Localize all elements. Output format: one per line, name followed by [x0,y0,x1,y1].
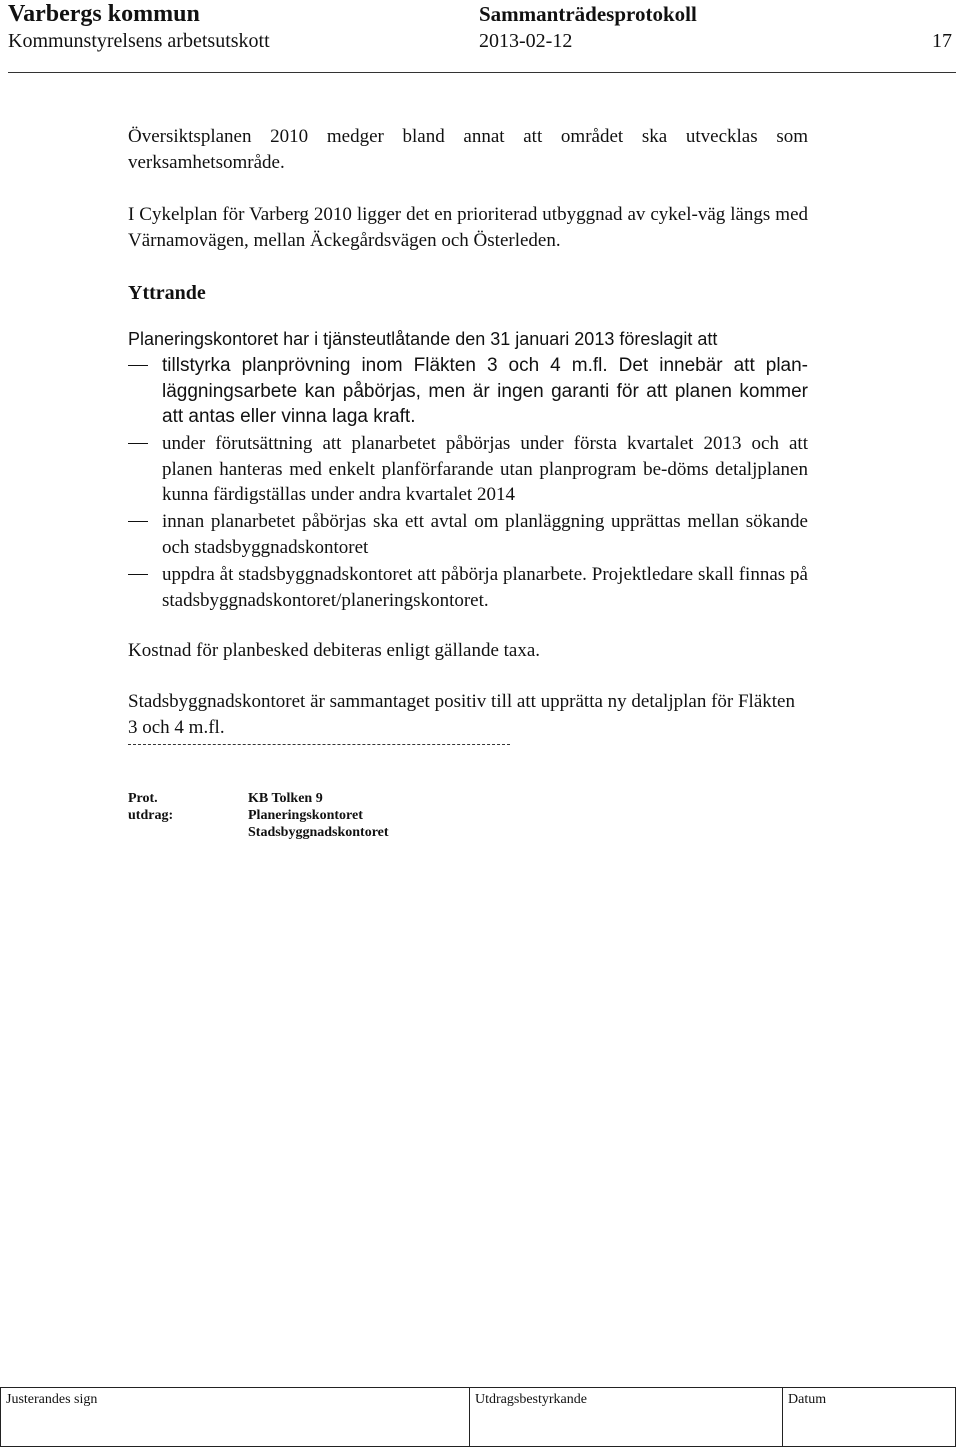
dash-bullet-icon [128,574,148,575]
dash-bullet-icon [128,365,148,366]
bullet-item [128,431,808,508]
header-divider [8,72,956,73]
paragraph-planeringskontoret: Planeringskontoret har i tjänsteutlåtande den 31 januari 2013 föreslagit att [128,329,718,349]
bullet-text: tillstyrka planprövning inom Fläkten 3 och 4 m.fl. Det innebär att plan-läggningsarbete kan påbörjas, men är ingen garanti för att planen kommer att antas eller vinna laga kraft. [162,355,808,428]
organization-name: Varbergs kommun [8,1,200,27]
paragraph-cykelplan: I Cykelplan för Varberg 2010 ligger det en prioriterad utbyggnad av cykel-väg längs med Värnamovägen, mellan Äckegårdsvägen och Österleden. [128,204,808,251]
protocol-extract-label: Prot. utdrag: [128,791,174,823]
document-type: Sammanträdesprotokoll [479,2,697,26]
paragraph-sammantaget: Stadsbyggnadskontoret är sammantaget positiv till att upprätta ny detaljplan för Fläkten 3 och 4 m.fl. [128,691,795,738]
dash-bullet-icon [128,443,148,444]
meeting-date: 2013-02-12 [479,30,573,52]
committee-name: Kommunstyrelsens arbetsutskott [8,30,270,52]
page-number: 17 [932,30,952,52]
bullet-item [128,353,808,430]
paragraph-oversiktsplan: Översiktsplanen 2010 medger bland annat att området ska utvecklas som verksamhetsområde. [128,126,808,173]
bullet-item [128,562,808,613]
page-header [8,0,952,74]
dashed-separator [128,744,510,745]
section-heading-yttrande: Yttrande [128,282,206,304]
footer-sign-cell: Justerandes sign [1,1388,470,1447]
page-footer [0,1387,958,1447]
paragraph-kostnad: Kostnad för planbesked debiteras enligt gällande taxa. [128,640,541,661]
footer-date-cell: Datum [783,1388,956,1447]
footer-certify-cell: Utdragsbestyrkande [470,1388,783,1447]
bullet-text: under förutsättning att planarbetet påbörjas under första kvartalet 2013 och att planen hanteras med enkelt planförfarande utan planprogram be-döms detaljplanen kunna färdigställas under andra kvartalet 2014 [162,433,808,506]
recipient-item: Stadsbyggnadskontoret [248,825,389,840]
dash-bullet-icon [128,521,148,522]
recipient-item: Planeringskontoret [248,808,363,823]
bullet-text: uppdra åt stadsbyggnadskontoret att påbörja planarbete. Projektledare skall finnas på stadsbyggnadskontoret/planeringskontoret. [162,564,808,611]
footer-table [0,1387,956,1447]
protocol-extract-recipients [248,790,389,841]
bullet-text: innan planarbetet påbörjas ska ett avtal om planläggning upprättas mellan sökande och stadsbyggnadskontoret [162,511,808,558]
recipient-item: KB Tolken 9 [248,791,323,806]
bullet-item [128,509,808,560]
